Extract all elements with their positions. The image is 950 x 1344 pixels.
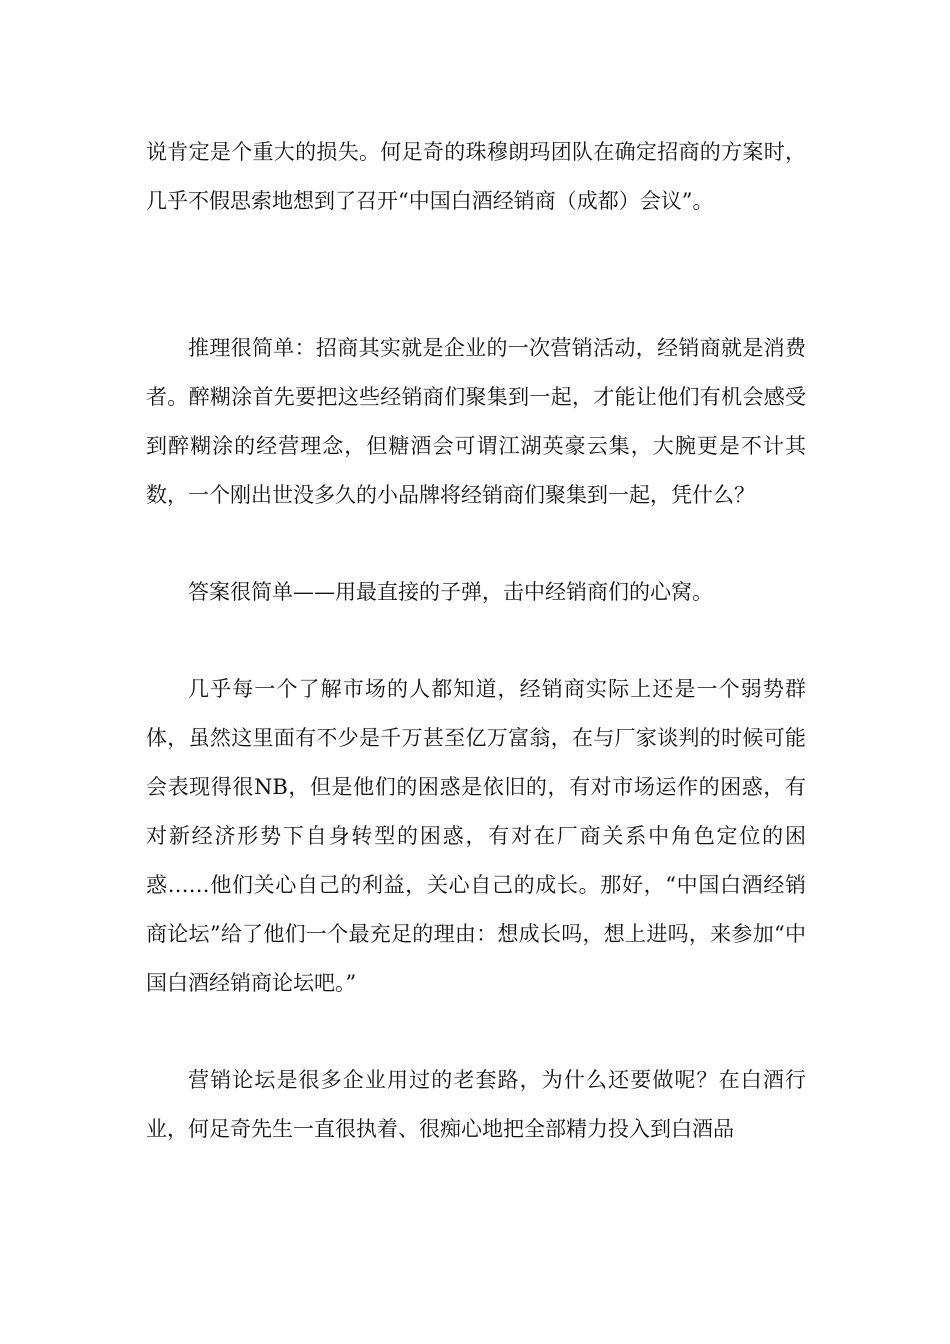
paragraph-1: 说肯定是个重大的损失。何足奇的珠穆朗玛团队在确定招商的方案时，几乎不假思索地想到了召开“中国白酒经销商（成都）会议”。 bbox=[146, 140, 806, 213]
paragraph-3: 答案很简单——用最直接的子弹，击中经销商们的心窝。 bbox=[188, 580, 713, 604]
paragraph-5: 营销论坛是很多企业用过的老套路，为什么还要做呢？在白酒行业，何足奇先生一直很执着、很痴心地把全部精力投入到白酒品 bbox=[146, 1068, 806, 1141]
paragraph-2: 推理很简单：招商其实就是企业的一次营销活动，经销商就是消费者。醉糊涂首先要把这些经销商们聚集到一起，才能让他们有机会感受到醉糊涂的经营理念，但糖酒会可谓江湖英豪云集，大腕更是不计其数，一个刚出世没多久的小品牌将经销商们聚集到一起，凭什么？ bbox=[146, 336, 806, 507]
document-body bbox=[146, 128, 806, 1154]
paragraph-4: 几乎每一个了解市场的人都知道，经销商实际上还是一个弱势群体，虽然这里面有不少是千万甚至亿万富翁，在与厂家谈判的时候可能会表现得很NB，但是他们的困惑是依旧的，有对市场运作的困惑，有对新经济形势下自身转型的困惑，有对在厂商关系中角色定位的困惑……他们关心自己的利益，关心自己的成长。那好，“中国白酒经销商论坛”给了他们一个最充足的理由：想成长吗，想上进吗，来参加“中国白酒经销商论坛吧。” bbox=[146, 677, 806, 995]
